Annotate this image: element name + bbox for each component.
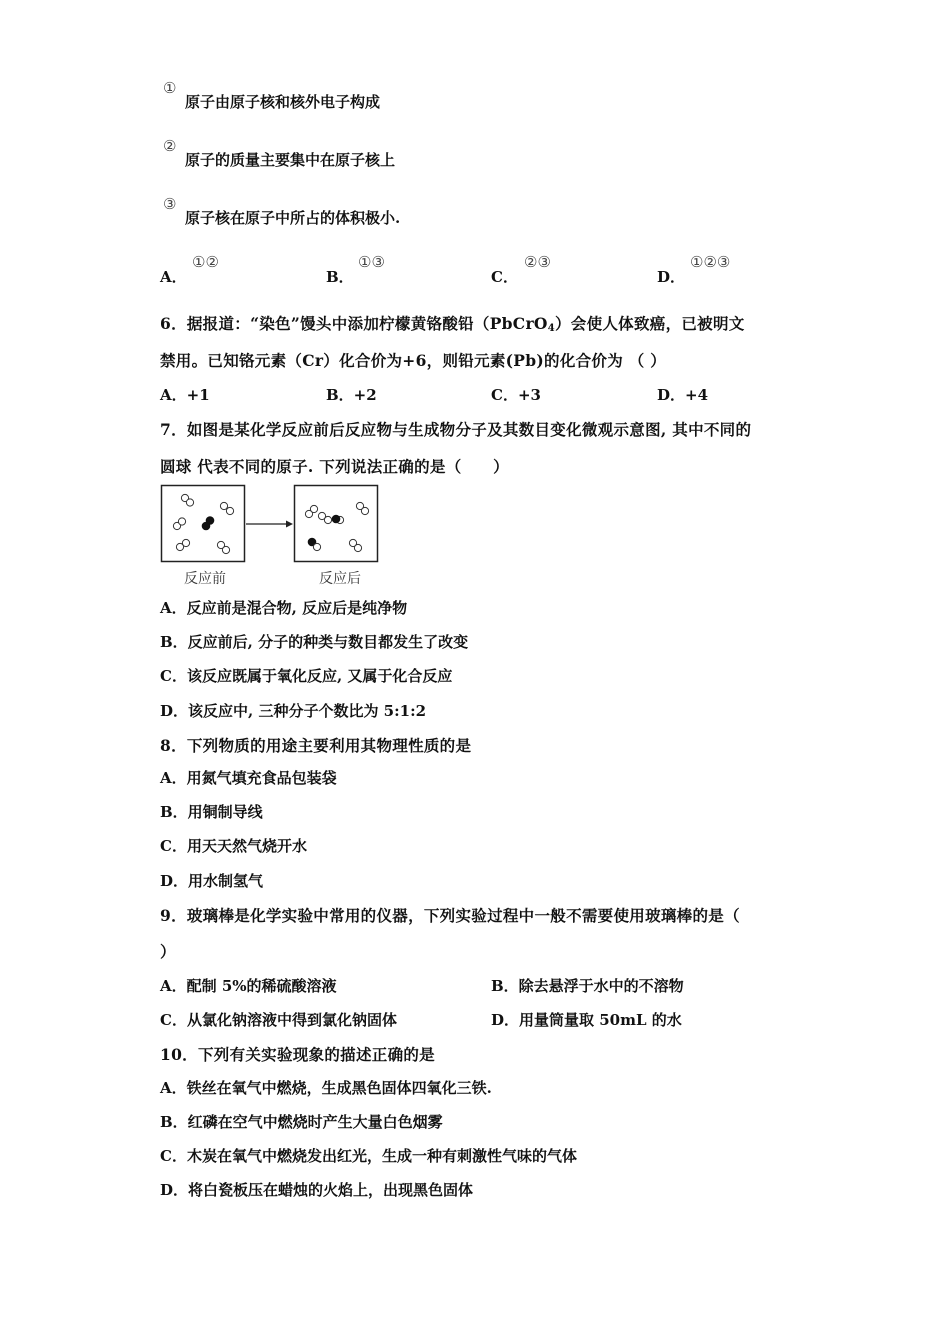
- q10-option-c: C．木炭在氧气中燃烧发出红光，生成一种有刺激性气味的气体: [160, 1147, 577, 1165]
- statement-2-text: 原子的质量主要集中在原子核上: [185, 151, 396, 169]
- reaction-arrowhead: [286, 521, 293, 528]
- q8-option-d: D．用水制氢气: [160, 872, 264, 890]
- q7-option-b: B．反应前后, 分子的种类与数目都发生了改变: [160, 633, 469, 651]
- q7-option-d: D．该反应中, 三种分子个数比为 5:1:2: [160, 702, 427, 720]
- q9-stem-line2: ）: [160, 942, 176, 961]
- q6-line1-post: ）会使人体致癌，已被明文: [554, 314, 745, 333]
- q9-stem-line1: 9．玻璃棒是化学实验中常用的仪器，下列实验过程中一般不需要使用玻璃棒的是（: [160, 906, 740, 925]
- q9-option-d: D．用量筒量取 50mL 的水: [491, 1011, 682, 1029]
- before-label: 反应前: [184, 571, 226, 587]
- q7-stem-line2: 圆球 代表不同的原子. 下列说法正确的是（ ）: [160, 457, 509, 476]
- after-box: [295, 486, 378, 562]
- q8-option-a: A．用氮气填充食品包装袋: [160, 769, 337, 787]
- statement-1-number: ①: [163, 79, 177, 97]
- q9-option-c: C．从氯化钠溶液中得到氯化钠固体: [160, 1011, 397, 1029]
- statement-3-number: ③: [163, 195, 177, 213]
- q7-option-a: A．反应前是混合物, 反应后是纯净物: [160, 599, 408, 617]
- after-mixed-molecule-1: [332, 515, 343, 523]
- q6-option-a: A．+1: [160, 386, 210, 404]
- q6-option-c: C．+3: [491, 386, 541, 404]
- q10-option-b: B．红磷在空气中燃烧时产生大量白色烟雾: [160, 1113, 443, 1131]
- q8-option-c: C．用天天然气烧开水: [160, 837, 307, 855]
- q6-line1-subscript: 4: [547, 323, 555, 334]
- q9-option-b: B．除去悬浮于水中的不溶物: [491, 977, 684, 995]
- q6-stem-line2: 禁用。已知铬元素（Cr）化合价为+6，则铅元素(Pb)的化合价为 （ ）: [160, 351, 667, 370]
- q10-option-a: A．铁丝在氧气中燃烧，生成黑色固体四氧化三铁.: [160, 1079, 492, 1097]
- statement-2-number: ②: [163, 137, 177, 155]
- q9-option-a: A．配制 5%的稀硫酸溶液: [160, 977, 337, 995]
- q5-option-a-value: ①②: [192, 253, 219, 271]
- q10-stem: 10．下列有关实验现象的描述正确的是: [160, 1045, 435, 1064]
- q6-option-b: B．+2: [326, 386, 377, 404]
- q5-option-d-letter: D．: [657, 268, 686, 286]
- q8-option-b: B．用铜制导线: [160, 803, 263, 821]
- after-label: 反应后: [319, 571, 361, 587]
- q5-option-b-letter: B．: [326, 268, 354, 286]
- q5-option-b-value: ①③: [358, 253, 385, 271]
- q6-option-d: D．+4: [657, 386, 709, 404]
- statement-1-text: 原子由原子核和核外电子构成: [185, 93, 381, 111]
- q6-line1-pre: 6．据报道：“染色”馒头中添加柠檬黄铬酸铅（PbCrO: [160, 314, 548, 333]
- q5-option-d-value: ①②③: [690, 253, 731, 271]
- reaction-diagram: [160, 484, 390, 592]
- q10-option-d: D．将白瓷板压在蜡烛的火焰上，出现黑色固体: [160, 1181, 474, 1199]
- q8-stem: 8．下列物质的用途主要利用其物理性质的是: [160, 736, 472, 755]
- q6-stem-line1: [160, 312, 745, 334]
- q5-option-c-value: ②③: [524, 253, 551, 271]
- statement-3-text: 原子核在原子中所占的体积极小.: [185, 209, 401, 227]
- q7-option-c: C．该反应既属于氧化反应, 又属于化合反应: [160, 667, 453, 685]
- q7-stem-line1: 7．如图是某化学反应前后反应物与生成物分子及其数目变化微观示意图, 其中不同的: [160, 420, 752, 439]
- q5-option-c-letter: C．: [491, 268, 518, 286]
- q5-option-a-letter: A．: [160, 268, 187, 286]
